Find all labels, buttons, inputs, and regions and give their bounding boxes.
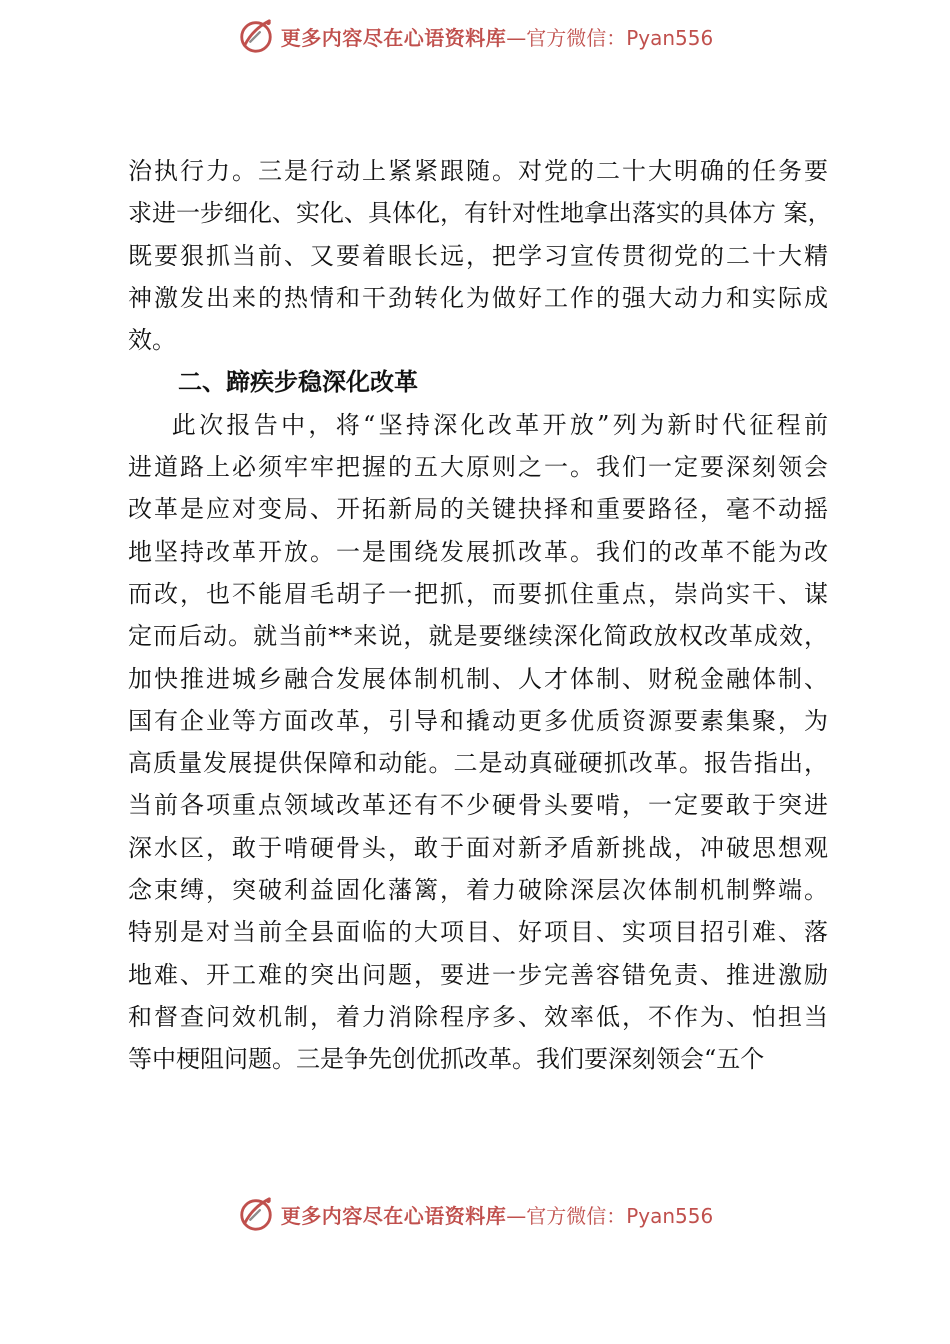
body-line: 定而后动。就当前**来说，就是要继续深化简政放权改革成效，: [128, 622, 828, 651]
body-line: 治执行力。三是行动上紧紧跟随。对党的二十大明确的任务要: [128, 157, 828, 185]
body-line: 神激发出来的热情和干劲转化为做好工作的强大动力和实际成: [128, 283, 828, 312]
banner-brand-text: 更多内容尽在心语资料库: [280, 1203, 507, 1228]
body-line: 此次报告中，将“坚持深化改革开放”列为新时代征程前: [128, 410, 828, 439]
body-line: 进道路上必须牢牢把握的五大原则之一。我们一定要深刻领会: [128, 453, 828, 482]
footer-banner: [0, 1192, 950, 1236]
body-line: 国有企业等方面改革，引导和撬动更多优质资源要素集聚，为: [128, 706, 828, 735]
body-line: 特别是对当前全县面临的大项目、好项目、实项目招引难、落: [128, 918, 828, 947]
brand-logo-icon: [237, 1195, 275, 1233]
body-line: 地坚持改革开放。一是围绕发展抓改革。我们的改革不能为改: [128, 537, 828, 566]
banner-wechat-text: —官方微信：Pyan556: [506, 25, 714, 50]
banner-brand-text: 更多内容尽在心语资料库: [280, 25, 507, 50]
body-line: 而改，也不能眉毛胡子一把抓，而要抓住重点，崇尚实干、谋: [128, 579, 828, 608]
brand-logo-icon: [237, 17, 275, 55]
header-banner: [0, 14, 950, 58]
body-line: 求进一步细化、实化、具体化，有针对性地拿出落实的具体方 案，: [128, 199, 832, 228]
body-line: 加快推进城乡融合发展体制机制、人才体制、财税金融体制、: [128, 664, 828, 693]
body-line: 改革是应对变局、开拓新局的关键抉择和重要路径，毫不动摇: [128, 495, 828, 524]
banner-wechat-text: —官方微信：Pyan556: [506, 1203, 714, 1228]
section-heading: 二、蹄疾步稳深化改革: [178, 368, 418, 397]
document-body: [128, 150, 832, 1081]
body-line: 高质量发展提供保障和动能。二是动真碰硬抓改革。报告指出，: [128, 749, 828, 778]
body-line: 念束缚，突破利益固化藩篱，着力破除深层次体制机制弊端。: [128, 876, 828, 905]
body-line: 深水区，敢于啃硬骨头，敢于面对新矛盾新挑战，冲破思想观: [128, 833, 828, 862]
body-line: 当前各项重点领域改革还有不少硬骨头要啃，一定要敢于突进: [128, 791, 828, 820]
body-line: 和督查问效机制，着力消除程序多、效率低，不作为、怕担当: [128, 1002, 828, 1031]
body-line: 效。: [128, 326, 176, 355]
body-line: 既要狠抓当前、又要着眼长远，把学习宣传贯彻党的二十大精: [128, 241, 828, 270]
body-line: 地难、开工难的突出问题，要进一步完善容错免责、推进激励: [128, 960, 828, 989]
body-line: 等中梗阻问题。三是争先创优抓改革。我们要深刻领会“五个: [128, 1045, 765, 1074]
